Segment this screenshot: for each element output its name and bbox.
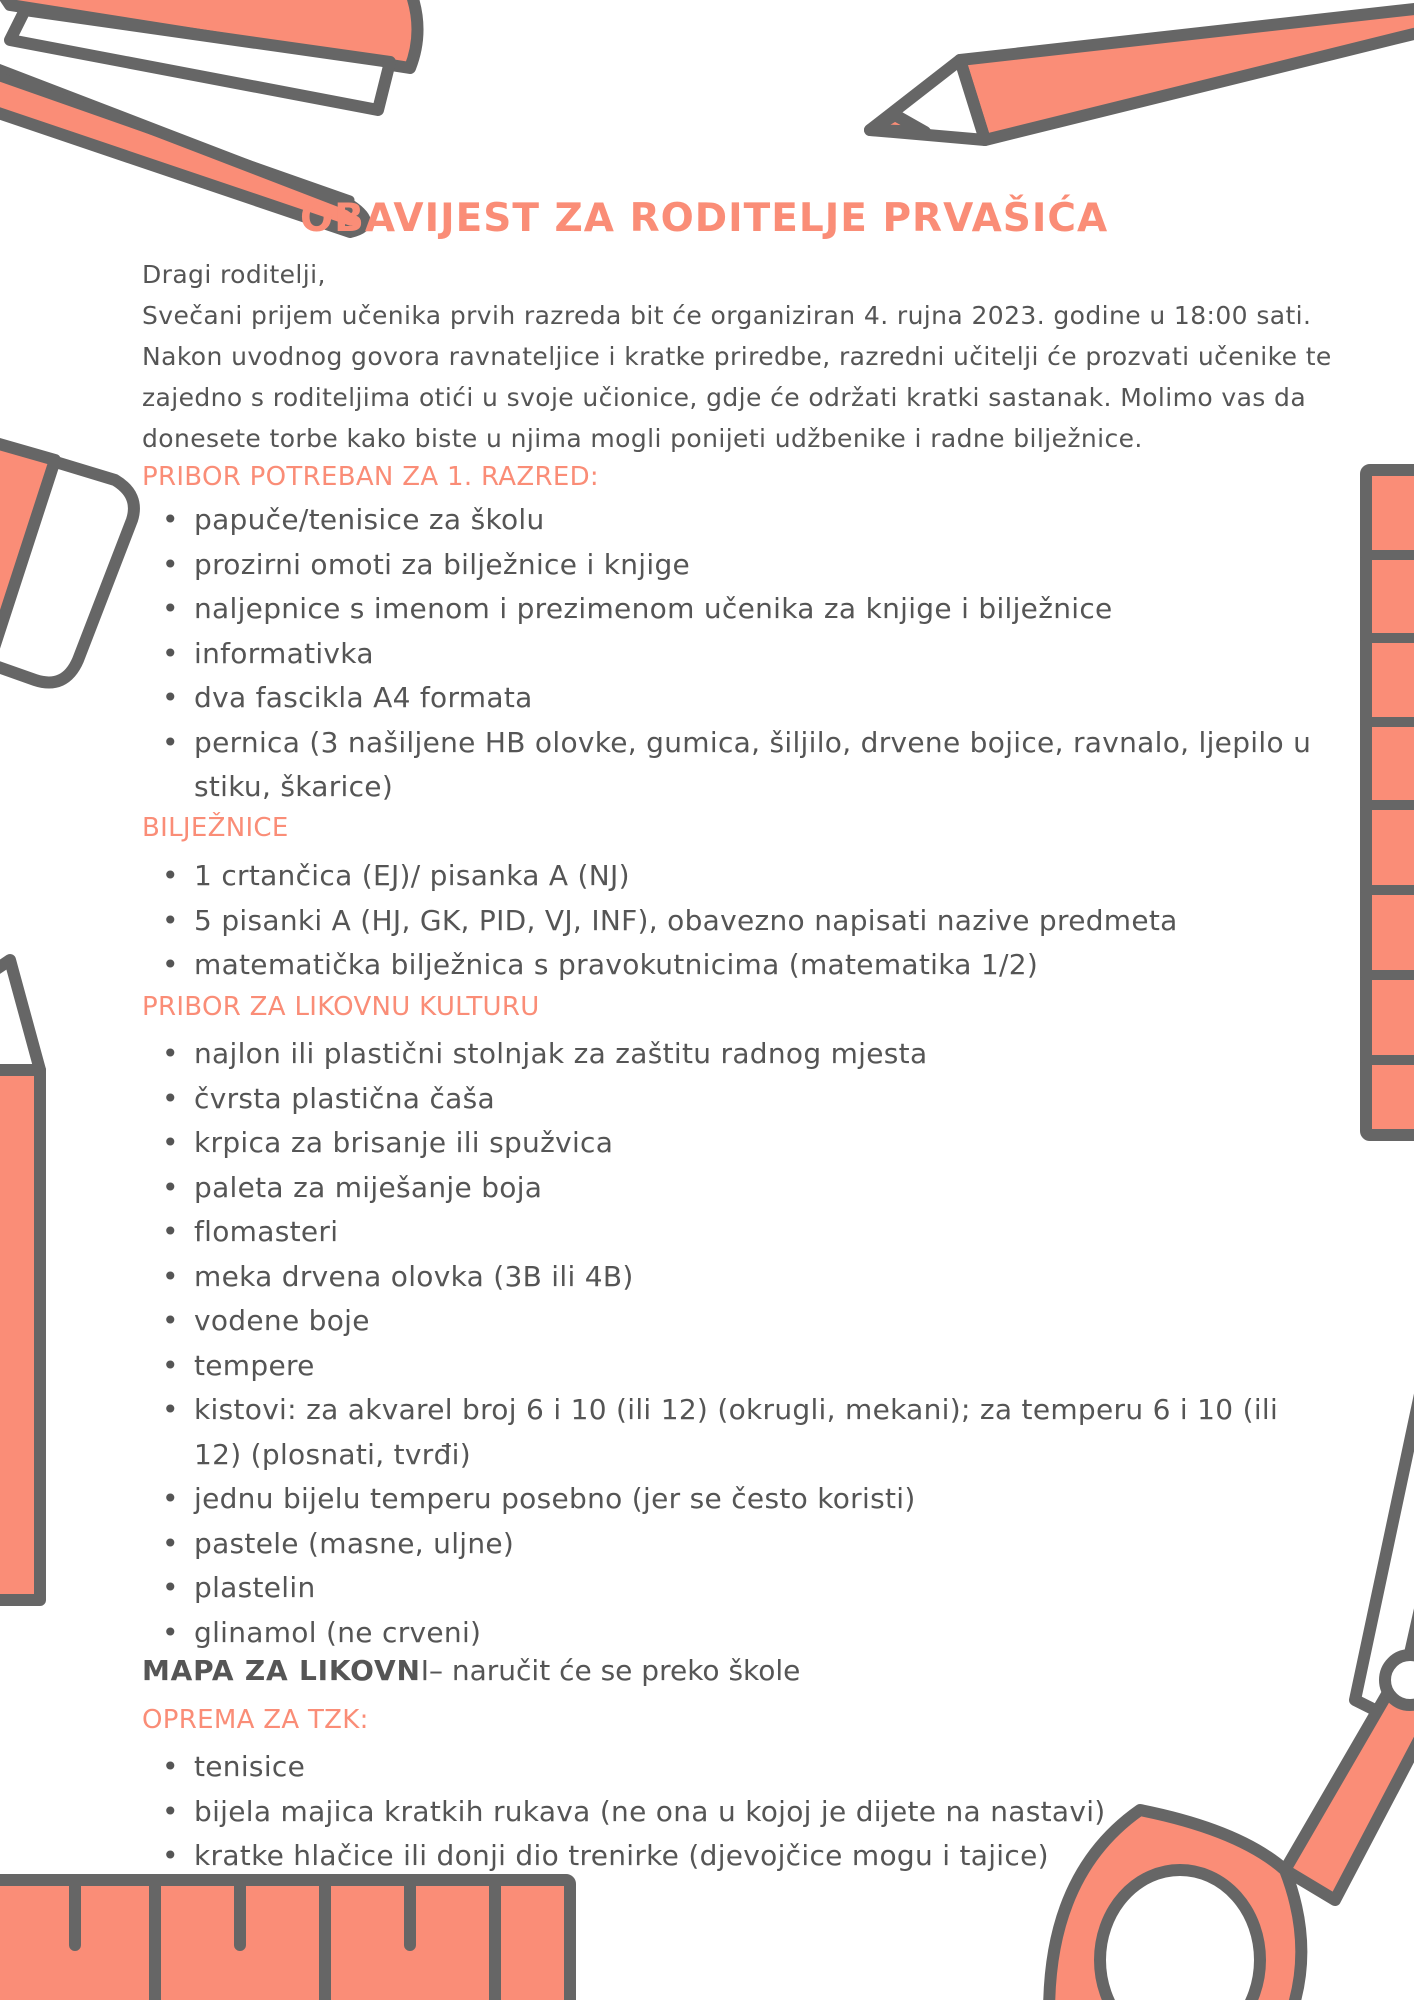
section-heading-pe: OPREMA ZA TZK: [142, 1705, 369, 1735]
list-item: • vodene boje [142, 1299, 1322, 1344]
intro-paragraph: Svečani prijem učenika prvih razreda bit će organiziran 4. rujna 2023. godine u 18:00 sati. Nakon uvodnog govora ravnateljice i kratke priredbe, razredni učitelji će prozvati učenike te zajedno s roditeljima otići u svoje učionice, gdje će održati kratki sastanak. Molimo vas da donesete torbe kako biste u njima mogli ponijeti udžbenike i radne bilježnice. [142, 301, 1332, 453]
section-heading-supplies: PRIBOR POTREBAN ZA 1. RAZRED: [142, 462, 599, 492]
list-item: • matematička bilježnica s pravokutnicima (matematika 1/2) [142, 943, 1382, 988]
list-item: • naljepnice s imenom i prezimenom učenika za knjige i bilježnice [142, 587, 1382, 632]
list-item: • informativka [142, 632, 1382, 677]
notebooks-list [142, 854, 1382, 988]
greeting: Dragi roditelji, [142, 260, 326, 289]
page-title: OBAVIJEST ZA RODITELJE PRVAŠIĆA [300, 196, 1109, 241]
section-heading-art: PRIBOR ZA LIKOVNU KULTURU [142, 992, 540, 1022]
list-item: • kratke hlačice ili donji dio trenirke (djevojčice mogu i tajice) [142, 1834, 1382, 1879]
list-item: • pastele (masne, uljne) [142, 1522, 1322, 1567]
art-folder-note [142, 1654, 800, 1687]
list-item: • tenisice [142, 1745, 1382, 1790]
list-item: • pernica (3 našiljene HB olovke, gumica, šiljilo, drvene bojice, ravnalo, ljepilo u stiku, škarice) [142, 721, 1382, 810]
list-item: • čvrsta plastična čaša [142, 1077, 1322, 1122]
list-item: • paleta za miješanje boja [142, 1166, 1322, 1211]
list-item: • dva fascikla A4 formata [142, 676, 1382, 721]
list-item: • bijela majica kratkih rukava (ne ona u kojoj je dijete na nastavi) [142, 1790, 1382, 1835]
list-item: • jednu bijelu temperu posebno (jer se često koristi) [142, 1477, 1322, 1522]
pe-equipment-list [142, 1745, 1382, 1879]
art-folder-label-end: I [420, 1654, 429, 1687]
list-item: • meka drvena olovka (3B ili 4B) [142, 1255, 1322, 1300]
list-item: • 5 pisanki A (HJ, GK, PID, VJ, INF), obavezno napisati nazive predmeta [142, 899, 1382, 944]
list-item: • papuče/tenisice za školu [142, 498, 1382, 543]
list-item: • prozirni omoti za bilježnice i knjige [142, 543, 1382, 588]
art-folder-label: MAPA ZA LIKOVN [142, 1654, 421, 1687]
list-item: • kistovi: za akvarel broj 6 i 10 (ili 12) (okrugli, mekani); za temperu 6 i 10 (ili 12) (plosnati, tvrđi) [142, 1388, 1322, 1477]
list-item: • krpica za brisanje ili spužvica [142, 1121, 1322, 1166]
list-item: • tempere [142, 1344, 1322, 1389]
list-item: • 1 crtančica (EJ)/ pisanka A (NJ) [142, 854, 1382, 899]
list-item: • najlon ili plastični stolnjak za zaštitu radnog mjesta [142, 1032, 1322, 1077]
supplies-list [142, 498, 1382, 810]
list-item: • flomasteri [142, 1210, 1322, 1255]
art-folder-text: – naručit će se preko škole [428, 1654, 801, 1687]
section-heading-notebooks: BILJEŽNICE [142, 813, 289, 843]
list-item: • glinamol (ne crveni) [142, 1611, 1322, 1656]
art-supplies-list [142, 1032, 1322, 1655]
list-item: • plastelin [142, 1566, 1322, 1611]
